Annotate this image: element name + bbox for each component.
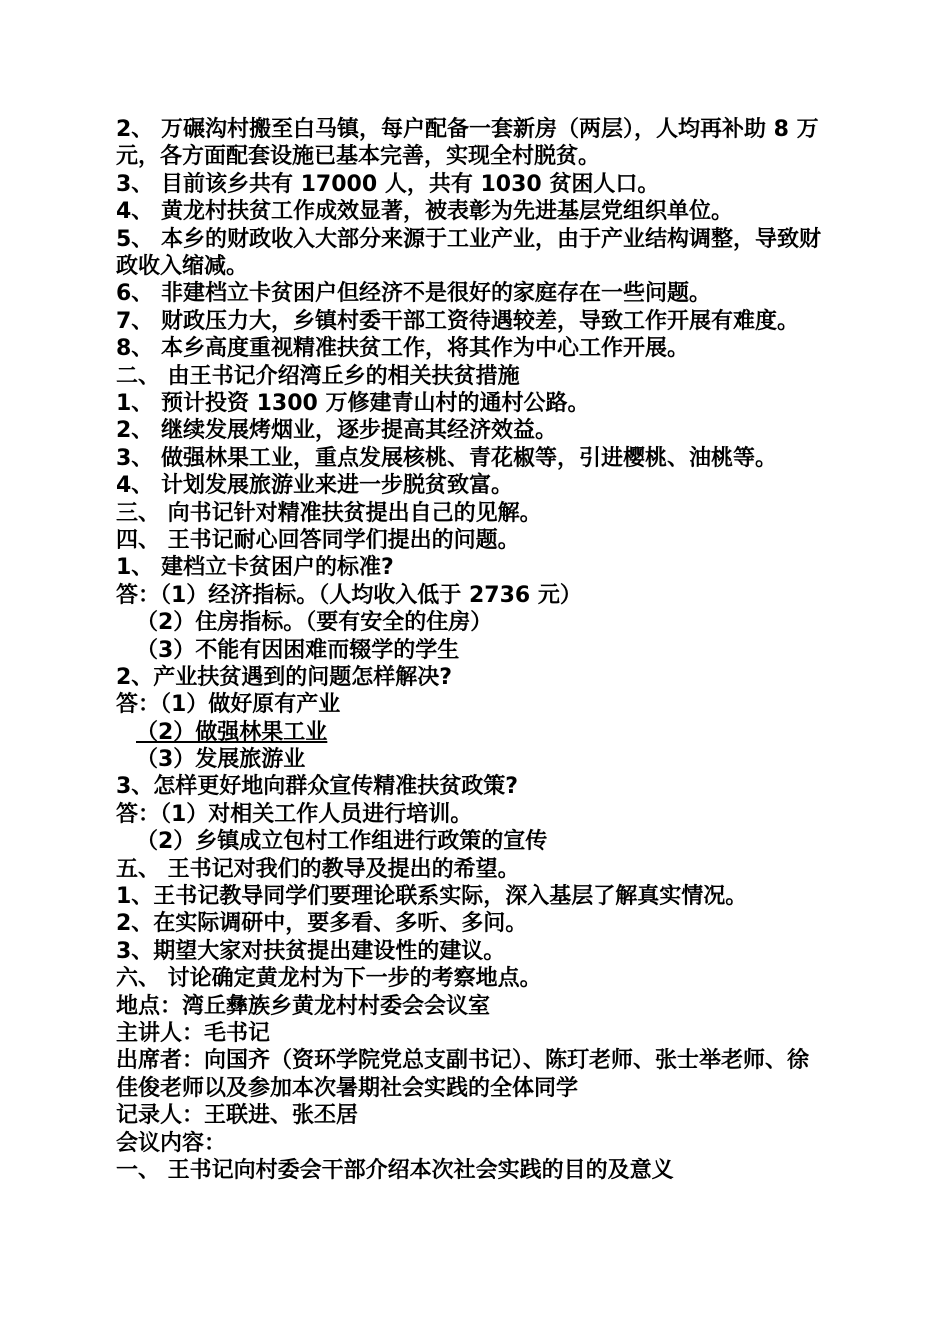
text-line: 1、 预计投资 1300 万修建青山村的通村公路。 — [116, 390, 590, 416]
text-line: 5、 本乡的财政收入大部分来源于工业产业，由于产业结构调整，导致财政收入缩减。 — [116, 226, 821, 279]
answer-line: 答：（1）对相关工作人员进行培训。 — [116, 801, 473, 827]
text-line: 8、 本乡高度重视精准扶贫工作，将其作为中心工作开展。 — [116, 336, 689, 362]
section-heading: 一、 王书记向村委会干部介绍本次社会实践的目的及意义 — [116, 1157, 674, 1183]
answer-line: 答：（1）做好原有产业 — [116, 692, 341, 718]
text-line: 3、期望大家对扶贫提出建设性的建议。 — [116, 938, 506, 964]
text-line: 6、 非建档立卡贫困户但经济不是很好的家庭存在一些问题。 — [116, 281, 711, 307]
question-line: 3、怎样更好地向群众宣传精准扶贫政策? — [116, 774, 519, 800]
answer-line: （2）住房指标。（要有安全的住房） — [136, 610, 493, 636]
meeting-attendees: 出席者：向国齐（资环学院党总支副书记）、陈玎老师、张士举老师、徐佳俊老师以及参加本次暑期社会实践的全体同学 — [116, 1048, 810, 1101]
answer-line: （2）做强林果工业 — [136, 719, 328, 745]
document-body — [116, 116, 828, 1184]
meeting-content-label: 会议内容： — [116, 1130, 227, 1156]
text-line: 4、 黄龙村扶贫工作成效显著，被表彰为先进基层党组织单位。 — [116, 199, 733, 225]
answer-line: （3）发展旅游业 — [136, 747, 306, 773]
answer-line: 答：（1）经济指标。（人均收入低于 2736 元） — [116, 582, 582, 608]
question-line: 1、 建档立卡贫困户的标准? — [116, 555, 394, 581]
meeting-recorder: 记录人：王联进、张丕居 — [116, 1103, 359, 1129]
text-line: 2、 万碾沟村搬至白马镇，每户配备一套新房（两层），人均再补助 8 万元，各方面配套设施已基本完善，实现全村脱贫。 — [116, 117, 819, 170]
section-heading: 五、 王书记对我们的教导及提出的希望。 — [116, 856, 520, 882]
text-line: 3、 做强林果工业，重点发展核桃、青花椒等，引进樱桃、油桃等。 — [116, 445, 777, 471]
section-heading: 六、 讨论确定黄龙村为下一步的考察地点。 — [116, 966, 542, 992]
text-line: 2、在实际调研中，要多看、多听、多问。 — [116, 911, 528, 937]
answer-line: （2）乡镇成立包村工作组进行政策的宣传 — [136, 829, 548, 855]
meeting-speaker: 主讲人：毛书记 — [116, 1020, 271, 1046]
text-line: 4、 计划发展旅游业来进一步脱贫致富。 — [116, 473, 513, 499]
text-line: 3、 目前该乡共有 17000 人，共有 1030 贫困人口。 — [116, 171, 660, 197]
text-line: 7、 财政压力大，乡镇村委干部工资待遇较差，导致工作开展有难度。 — [116, 308, 799, 334]
text-line: 2、 继续发展烤烟业，逐步提高其经济效益。 — [116, 418, 557, 444]
question-line: 2、产业扶贫遇到的问题怎样解决? — [116, 664, 453, 690]
section-heading: 三、 向书记针对精准扶贫提出自己的见解。 — [116, 500, 542, 526]
text-line: 1、王书记教导同学们要理论联系实际，深入基层了解真实情况。 — [116, 884, 748, 910]
meeting-location: 地点：湾丘彝族乡黄龙村村委会会议室 — [116, 993, 491, 1019]
section-heading: 四、 王书记耐心回答同学们提出的问题。 — [116, 527, 520, 553]
answer-line: （3）不能有因困难而辍学的学生 — [136, 637, 460, 663]
section-heading: 二、 由王书记介绍湾丘乡的相关扶贫措施 — [116, 363, 520, 389]
